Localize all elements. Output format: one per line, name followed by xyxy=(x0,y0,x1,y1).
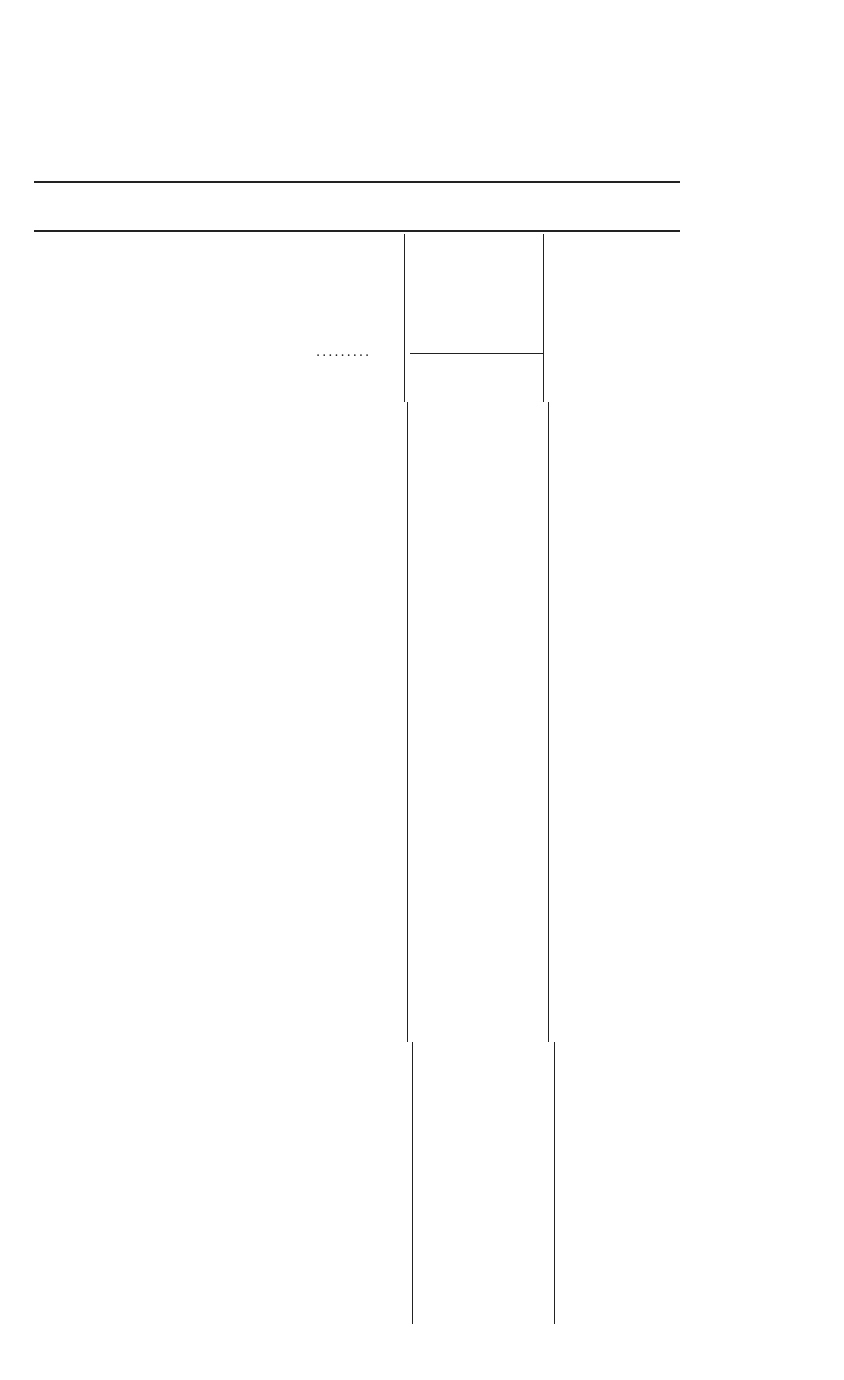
column-rule-left-upper xyxy=(404,234,405,402)
total-leader-dots: ......... xyxy=(316,345,372,360)
total-rule xyxy=(410,353,544,354)
column-rule-right-upper xyxy=(543,234,544,402)
column-rule-left-lower xyxy=(407,402,408,1042)
column-rule-left-bottom xyxy=(412,1042,413,1324)
running-header xyxy=(150,128,680,158)
column-rule-right-bottom xyxy=(554,1042,555,1324)
top-rule xyxy=(34,181,680,183)
title-rule xyxy=(34,230,680,232)
column-rule-right-lower xyxy=(548,402,549,1042)
